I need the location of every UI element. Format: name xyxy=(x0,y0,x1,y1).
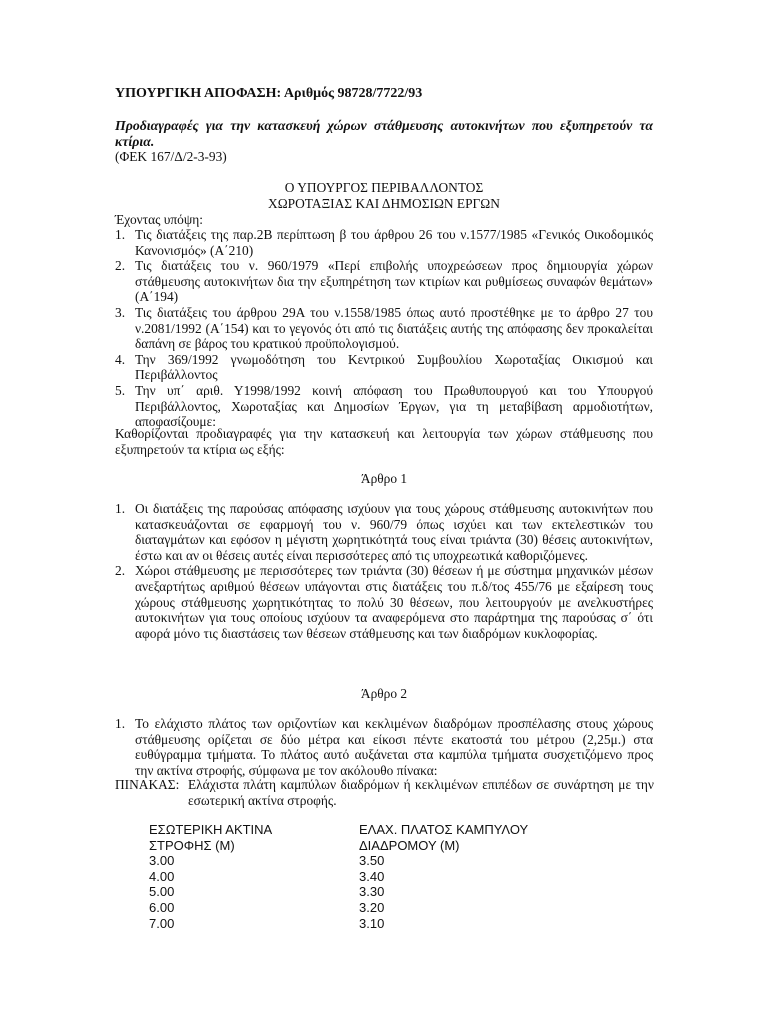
item-text: Τις διατάξεις του άρθρου 29Α του ν.1558/1985 όπως αυτό προστέθηκε με το άρθρο 27 του ν.2081/1992 (Α΄154) και το γεγονός ότι από τις διατάξεις αυτής της απόφασης δεν προκαλείται δαπάνη σε βάρος του κρατικού προϋπολογισμού. xyxy=(135,304,653,352)
document-title: ΥΠΟΥΡΓΙΚΗ ΑΠΟΦΑΣΗ: Αριθμός 98728/7722/93 xyxy=(115,86,423,101)
column-header-radius: ΕΣΩΤΕΡΙΚΗ ΑΚΤΙΝΑ xyxy=(149,822,273,837)
table-label: ΠΙΝΑΚΑΣ: xyxy=(115,777,180,792)
radius-cell: 6.00 xyxy=(149,899,175,915)
article-2-list xyxy=(115,716,653,778)
item-text: Το ελάχιστο πλάτος των οριζοντίων και κεκλιμένων διαδρόμων προσπέλασης στους χώρους στάθμευσης ορίζεται σε δύο μέτρα και είκοσι πέντε εκατοστά του μέτρου (2,25μ.) στα ευθύγραμμα τμήματα. Το πλάτος αυτό αυξάνεται στα καμπύλα τμήματα συσχετιζόμενο προς την ακτίνα στροφής, σύμφωνα με τον ακόλουθο πίνακα: xyxy=(135,716,653,778)
item-number: 5. xyxy=(115,382,126,398)
item-number: 3. xyxy=(115,304,126,320)
preamble-item xyxy=(115,383,653,430)
item-number: 1. xyxy=(115,227,126,242)
article-1-title: Άρθρο 1 xyxy=(360,471,408,486)
authority-line-1: Ο ΥΠΟΥΡΓΟΣ ΠΕΡΙΒΑΛΛΟΝΤΟΣ xyxy=(284,180,484,195)
preamble-item xyxy=(115,352,653,383)
preamble-item xyxy=(115,305,653,352)
document-subject: Προδιαγραφές για την κατασκευή χώρων στάθμευσης αυτοκινήτων που εξυπηρετούν τα κτίρια. xyxy=(115,118,653,149)
gazette-reference: (ΦΕΚ 167/Δ/2-3-93) xyxy=(115,149,227,164)
item-text: Χώροι στάθμευσης με περισσότερες των τριάντα (30) θέσεων ή με σύστημα μηχανικών μέσων ανεξαρτήτως αριθμού θέσεων υπάγονται στις διατάξεις του π.δ/τος 455/76 με εξαίρεση τους χώρους στάθμευσης χωρητικότητας το πολύ 30 θέσεων, που λειτουργούν με ανελκυστήρες αυτοκινήτων για τους οποίους ισχύουν τα αναφερόμενα στο παράρτημα της παρούσας σ΄ ότι αφορά μόνο τις διαστάσεις των θέσεων στάθμευσης και των διαδρόμων κυκλοφορίας. xyxy=(135,563,653,641)
table-row xyxy=(149,869,528,885)
preamble-item xyxy=(115,227,653,258)
width-cell: 3.40 xyxy=(359,868,385,884)
article-1-list xyxy=(115,501,653,641)
table-header-row xyxy=(149,822,528,838)
authority-line-2: ΧΩΡΟΤΑΞΙΑΣ ΚΑΙ ΔΗΜΟΣΙΩΝ ΕΡΓΩΝ xyxy=(268,196,500,211)
item-text: Την 369/1992 γνωμοδότηση του Κεντρικού Συμβουλίου Χωροταξίας Οικισμού και Περιβάλλοντος xyxy=(135,351,653,383)
radius-cell: 3.00 xyxy=(149,853,175,869)
radius-cell: 7.00 xyxy=(149,915,175,931)
item-text: Τις διατάξεις του ν. 960/1979 «Περί επιβολής υποχρεώσεων προς δημιουργία χώρων στάθμευσης αυτοκινήτων δια την εξυπηρέτηση των κτιρίων και ρυθμίσεως συναφών θεμάτων» (Α΄194) xyxy=(135,258,653,305)
article-2-title: Άρθρο 2 xyxy=(360,686,408,701)
radius-cell: 5.00 xyxy=(149,884,175,900)
item-text: Τις διατάξεις της παρ.2Β περίπτωση β του άρθρου 26 του ν.1577/1985 «Γενικός Οικοδομικός Κανονισμός» (Α΄210) xyxy=(135,227,653,258)
width-cell: 3.10 xyxy=(359,915,385,931)
turning-radius-table xyxy=(149,822,528,931)
item-number: 2. xyxy=(115,563,126,579)
table-row xyxy=(149,916,528,932)
article-1-item xyxy=(115,501,653,563)
item-number: 4. xyxy=(115,351,126,367)
article-2-item xyxy=(115,716,653,778)
table-caption: Ελάχιστα πλάτη καμπύλων διαδρόμων ή κεκλιμένων επιπέδων σε συνάρτηση με την εσωτερική ακτίνα στροφής. xyxy=(188,777,654,808)
preamble-item xyxy=(115,258,653,305)
article-1-item xyxy=(115,563,653,641)
preamble-list xyxy=(115,227,653,430)
column-header-width-unit: ΔΙΑΔΡΟΜΟΥ (Μ) xyxy=(359,837,460,853)
item-number: 1. xyxy=(115,501,126,516)
table-row xyxy=(149,900,528,916)
preamble-intro: Έχοντας υπόψη: xyxy=(115,212,203,227)
decision-statement: Καθορίζονται προδιαγραφές για την κατασκευή και λειτουργία των χώρων στάθμευσης που εξυπηρετούν τα κτίρια ως εξής: xyxy=(115,426,653,457)
item-text: Οι διατάξεις της παρούσας απόφασης ισχύουν για τους χώρους στάθμευσης αυτοκινήτων που κατασκευάζονται σε εφαρμογή του ν. 960/79 όπως ισχύει και των εκτελεστικών του διαταγμάτων και εφόσον η μέγιστη χωρητικότητά τους είναι τριάντα (30) θέσεις αυτοκινήτων, έστω και αν οι θέσεις αυτές είναι περισσότερες από τις υποχρεωτικά καθοριζόμενες. xyxy=(135,501,653,563)
width-cell: 3.30 xyxy=(359,884,385,900)
column-header-radius-unit: ΣΤΡΟΦΗΣ (Μ) xyxy=(149,837,235,853)
item-number: 1. xyxy=(115,716,126,731)
width-cell: 3.50 xyxy=(359,853,385,869)
item-text: Την υπ΄ αριθ. Υ1998/1992 κοινή απόφαση του Πρωθυπουργού και του Υπουργού Περιβάλλοντος, Χωροταξίας και Δημοσίων Έργων, για τη μεταβίβαση αρμοδιοτήτων, αποφασίζουμε: xyxy=(135,382,653,430)
item-number: 2. xyxy=(115,258,126,274)
width-cell: 3.20 xyxy=(359,899,385,915)
table-row xyxy=(149,853,528,869)
column-header-width: ΕΛΑΧ. ΠΛΑΤΟΣ ΚΑΜΠΥΛΟΥ xyxy=(359,822,529,837)
table-row xyxy=(149,884,528,900)
radius-cell: 4.00 xyxy=(149,868,175,884)
table-header-row xyxy=(149,838,528,854)
